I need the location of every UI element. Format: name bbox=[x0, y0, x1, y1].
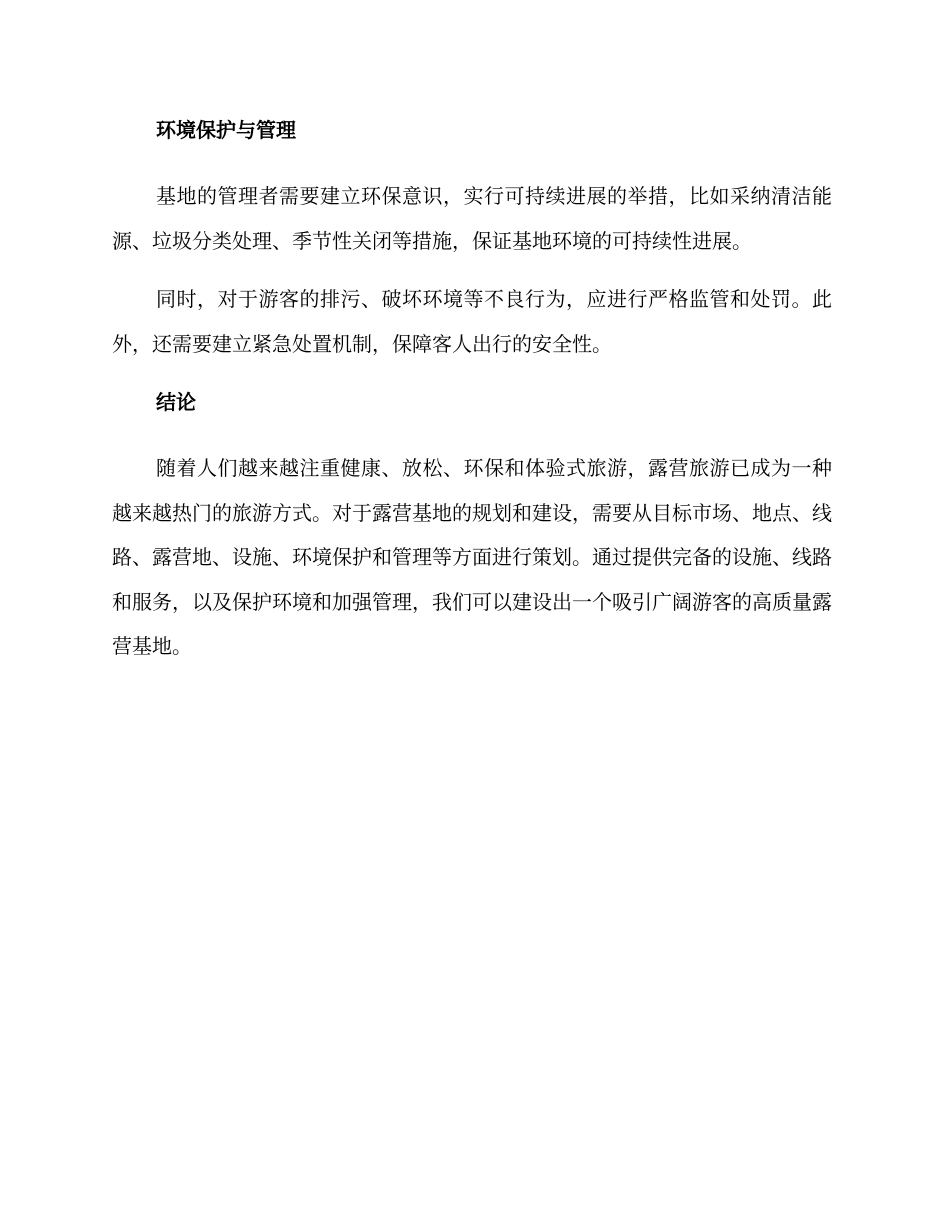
paragraph-environment-2: 同时，对于游客的排污、破坏环境等不良行为，应进行严格监管和处罚。此外，还需要建立紧急处置机制，保障客人出行的安全性。 bbox=[112, 287, 832, 356]
paragraph-environment-1: 基地的管理者需要建立环保意识，实行可持续进展的举措，比如采纳清洁能源、垃圾分类处理、季节性关闭等措施，保证基地环境的可持续性进展。 bbox=[112, 184, 832, 253]
paragraph-conclusion: 随着人们越来越注重健康、放松、环保和体验式旅游，露营旅游已成为一种越来越热门的旅游方式。对于露营基地的规划和建设，需要从目标市场、地点、线路、露营地、设施、环境保护和管理等方面进行策划。通过提供完备的设施、线路和服务，以及保护环境和加强管理，我们可以建设出一个吸引广阔游客的高质量露营基地。 bbox=[112, 456, 832, 658]
section-heading-environment: 环境保护与管理 bbox=[156, 118, 296, 142]
section-heading-conclusion: 结论 bbox=[156, 390, 196, 414]
document-body bbox=[112, 108, 832, 669]
